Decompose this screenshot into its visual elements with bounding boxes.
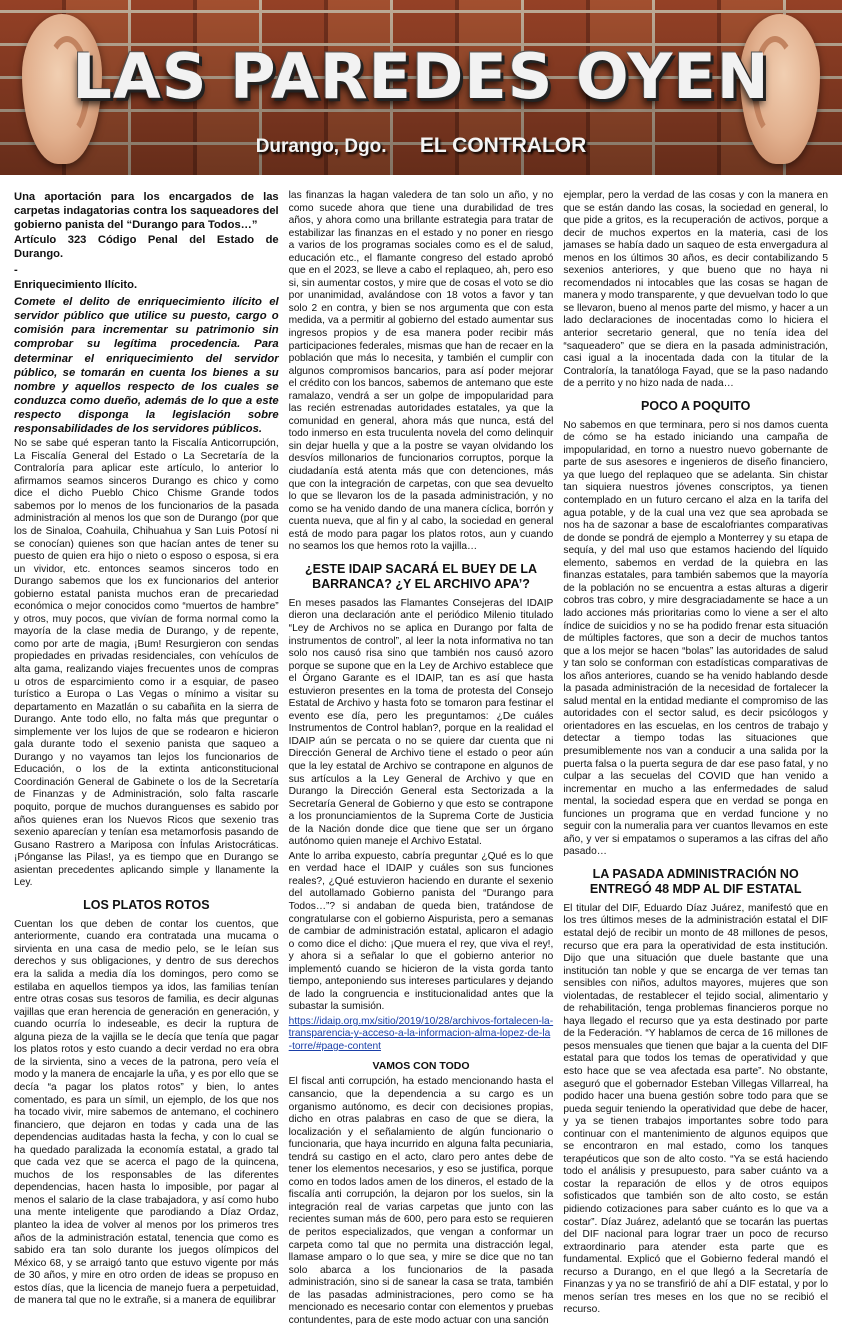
section-heading: LA PASADA ADMINISTRACIÓN NO ENTREGÓ 48 MDP AL DIF ESTATAL xyxy=(589,866,802,896)
paragraph: El fiscal anti corrupción, ha estado mencionando hasta el cansancio, que la dependencia a su cargo es un organismo autónomo, es decir con decisiones propias, dicho en otras palabras en caso de que se diera, la localización y el señalamiento de algún funcionario o funcionaria, que haya incurrido en alguna falta pecuniaria, tendrá su castigo en el acto, claro pero antes debe de tener los elementos necesarios, y eso se justifica, porque como en todos lados amen de los dineros, el estado de la fiscalía anti corrupción, la dejaron por los suelos, sin la integración real de varias carpetas que junto con las recientes suman más de 600, pero para esto se requieren de peritos especializados, que vengan a conformar un carpeta como tal que no permita una distracción legal, llamase amparo o lo que sea, y mire se dice que no tan solo abarca a los funcionarios de la pasada administración, sino si de sanear la casa se trata, también de las pasadas administraciones, pero como se ha mencionado es necesario contar con elementos y pruebas contundentes, para de este modo actuar con una sanción xyxy=(288,1076,554,1326)
law-dash: - xyxy=(14,263,18,276)
masthead-banner xyxy=(0,0,842,175)
paragraph: ejemplar, pero la verdad de las cosas y con la manera en que se están dando las cosas, la sociedad en general, lo que pide a gritos, es la recuperación de activos, porque a decir de muchos expertos en la materia, casi de los jamases se había dado un saqueo de esta envergadura al menos en los últimos 30 años, es decir contabilizando 5 sexenios anteriores, y que bueno que no haya ni recomendados ni intocables que las cosas se hagan de manera y modo transparente, y que devuelvan todo lo que se llevaron, bueno al menos parte del mismo, y hacer a un lado declaraciones de inocentadas como lo hiciera el anterior secretario general, que no tenía idea del “saqueadero” que se diera en la pasada administración, casi igual a la inocentada dada con la titular de la Contraloría, la tanatóloga Fayad, que se la paso nadando de a perrito y no hizo nada de nada… xyxy=(563,190,829,390)
section-heading: POCO A POQUITO xyxy=(641,398,751,413)
article-columns xyxy=(0,175,842,1326)
paragraph: El titular del DIF, Eduardo Díaz Juárez, manifestó que en los tres últimos meses de la administración estatal el DIF estatal dejó de recibir un monto de 48 millones de pesos, recurso que era para la operatividad de esta institución. Dijo que una situación que duele bastante que una institución tan noble y que se encarga de ver temas tan sensibles con niños, adultos mayores, mujeres que son violentadas, de restablecer el tejido social, alimentario y de rehabilitación, tenga problemas financieros porque no haya llegado el recurso que ya esta destinado por parte de la Federación. “Y hablamos de cerca de 16 millones de pesos mensuales que tienen que bajar a la cuenta del DIF estatal para que todos los temas de operatividad y que esto hace que se vea afectada esa parte”. No obstante, aseguró que el gobernador Esteban Villegas Villarreal, ha podido hacer una buena gestión sobre todo para que se pueda seguir teniendo la operatividad que debe de hacer, y ya se tienen trabajos importantes sobre todo para continuar con el mantenimiento de algunos equipos que se encontraron en mal estado, como los tanques terapéuticos que son de alto costo. “Ya se está haciendo todo el análisis y presupuesto, para saber cuánto va a costar la reparación de ellos y de otros equipos sofisticados que también son de alto costo, se están pidiendo cotizaciones para saber cuánto es lo que va a costar”. Díaz Juárez, adelantó que se tocarán las puertas del DIF nacional para lograr traer un poco de recurso extraordinario para atender esta parte que es fundamental. Explicó que el Gobierno federal mandó el recurso a Durango, en el que llegó a la Secretaría de Finanzas y ya no se transfirió de ahí a DIF estatal, y por lo menos serían tres meses en los que no se recibió el recurso. xyxy=(563,902,829,1316)
law-name: Enriquecimiento Ilícito. xyxy=(14,279,138,292)
paragraph: Ante lo arriba expuesto, cabría preguntar ¿Qué es lo que en verdad hace el IDAIP y cuáles son sus funciones reales?, ¿Qué estuvieron haciendo en durante el sexenio del autollamado Gobierno panista del “Durango para Todos…”? si andaban de queda bien, tratándose de congratularse con el gobierno Aispurista, pero a semanas de cambiar de administración estatal, aplicaron el adagio o como dice el dicho: ¡Que muera el rey, que viva el rey!, y ahora si a señalar lo que el gobierno anterior no implementó cuando se hicieron de la vista gorda tanto tiempo, anteponiendo sus intereses particulares y dejando de lado la congruencia e institucionalidad antes que la subastar la sumisión. xyxy=(288,850,554,1013)
section-heading: VAMOS CON TODO xyxy=(372,1059,470,1072)
paragraph: las finanzas la hagan valedera de tan solo un año, y no como sucede ahora que tiene una durabilidad de tres años, y ahora como una brillante estrategia para tratar de estabilizar las finanzas en el estado y no poner en riesgo a varios de los programas sociales como es el de salud, educación etc., el flamante congreso del estado aprobó que en el 2023, se lleve a cabo el replaqueo, ah, pero eso si, sin aumentar costos, y mire que de cosas el voto se dio por unanimidad, avalándose con 18 votos a favor y tan solo 2 en contra, y bien se nos argumenta que con esta medida, va a permitir al gobierno del estado aumentar sus ingresos propios y de esa manera poder recibir más participaciones federales, mismas que han de recaer en la población que más lo necesita, y también el cumplir con algunos compromisos bancarios, para así poder mejorar el crédito con los bancos, sabemos de antemano que este ramalazo, vendrá a ser un golpe de impopularidad para las recién estrenadas autoridades estatales, ya que la comunidad en general, ahora más que nunca, está del todo inmerso en esta truculenta novela del como delinquir sin dejar huella y que a la postre se vayan olvidando los desvíos millonarios de funcionarios corruptos, porque la ciudadanía está atenta más que con detenciones, más que con la integración de carpetas, con que sea devuelto lo que se llevaron los de la pasada administración, y no como se ha venido dando de una manera cíclica, borrón y cuenta nueva, que al fin y al cabo, la sociedad en general está de modo para pagar los platos rotos, aun y cuando no seamos los que hemos roto la vajilla… xyxy=(288,190,554,553)
section-heading: ¿ESTE IDAIP SACARÁ EL BUEY DE LA BARRANCA? ¿Y EL ARCHIVO APA’? xyxy=(305,561,537,591)
masthead-subtitle xyxy=(0,134,842,158)
column-3 xyxy=(563,190,829,1316)
column-2 xyxy=(288,190,554,1326)
masthead-title: LAS PAREDES OYEN xyxy=(72,40,770,113)
paragraph: No sabemos en que terminara, pero si nos damos cuenta de cómo se ha estado iniciando una campaña de impopularidad, en torno a nuestro nuevo gobernante de parte de sus asesores e ingenieros de diseño financiero, ya que luego del replaqueo que se adelanta. Sin chistar tan siquiera nuestros jóvenes conscriptos, ya tienen contemplado en un futuro cercano el alza en la tarifa del agua potable, y de la cual una vez que sea aprobada se nos ha de sazonar a base de escalofriantes comparativas de donde se pondrá de ejemplo a Monterrey y su etapa de sequía, y del mal uso que estamos haciendo del líquido elemento, sabemos en verdad de la quiebra en las finanzas estatales, para también sabemos que la mayoría de la población no se encuentra a estas alturas a digerir cobros tras cobro, y mire desgraciadamente se hace a un lado acciones más prioritarias como lo viene a ser el alto índice de suicidios y no se ha podido frenar esta situación de múltiples factores, que son a decir de muchos tantos que a los mejor se hacen “bolas” las autoridades de salud y tan solo se conforman con estadísticas comparativas de los años anteriores, cuando se ha venido hablando desde la pasada administración de la necesidad de fortalecer la salud mental en la entidad mediante el compromiso de las autoridades con el sector salud, es decir psicólogos y orientadores en las escuelas, en los centros de trabajo y detectar a tiempo todas las situaciones que presumiblemente nos van a conducir a una salida por la puerta falsa o la puerta segura de dar ese paso fatal, y no culpar a las secuelas del COVID que han venido a incrementar en mucho a las enfermedades de salud mental, la sociedad espera que en verdad se ponga en funciones un programa que en verdad funcione y no seguir con la numeralia para ver cuantos llevamos en este año, y ver si empatamos o superamos a las cifras del año pasado… xyxy=(563,419,829,858)
idaip-link[interactable]: https://idaip.org.mx/sitio/2019/10/28/archivos-fortalecen-la-transparencia-y-acceso-a-la-informacion-alma-lopez-de-la-torre/#page-content xyxy=(288,1015,554,1052)
intro-text: Una aportación para los encargados de las carpetas indagatorias contra los saqueadores del gobierno panista del “Durango para Todos…” xyxy=(14,191,279,231)
law-text: Comete el delito de enriquecimiento ilícito el servidor público que utilice su puesto, cargo o comisión para incrementar su patrimonio sin comprobar su legítima procedencia. Para determinar el enriquecimiento del servidor público, se tomarán en cuenta los bienes a su nombre y aquellos respecto de los cuales se conduzca como dueño, además de lo que a este respecto disponga la legislación sobre responsabilidades de los servidores públicos. xyxy=(14,296,279,436)
law-title: Artículo 323 Código Penal del Estado de Durango. xyxy=(14,234,279,260)
location-label: Durango, Dgo. xyxy=(255,136,387,157)
paragraph: No se sabe qué esperan tanto la Fiscalía Anticorrupción, La Fiscalía General del Estado o La Secretaría de la Contraloría para aplicar este artículo, lo anterior lo afirmamos seamos sinceros Durango es chico y como dice el dicho Pueblo Chico Chisme Grande todos sabemos por lo menos de los funcionarios de la pasada administración al menos los que son de Durango (por que los de Sinaloa, Coahuila, Chihuahua y San Luis Potosí ni se conocían) quienes son que hacían antes de tener su puesto de quien era hijo o nieto o esposo o esposa, si era un vividor, etc. entonces seamos sinceros todo en Durango sabemos que los ex funcionarios del anterior gobierno estatal panista muchos eran de precariedad económica o mejor conocidos como “muertos de hambre” y otros, muy pocos, que vivían de forma normal como la mayoría de la clase media de Durango, y de repente, como por arte de magia, ¡Bum! Resurgieron con sendas propiedades en privadas residenciales, con vehículos de alta gama, realizando viajes frecuentes unos de compras u otros de esparcimiento como ir a esquiar, de paseo turístico a Europa o Las Vegas o mínimo a visitar su departamento en Mazatlán o su cabañita en la sierra de Durango. Ante todo ello, no falta más que preguntar o simplemente ver los lujos de que se rodearon e hicieron gala durante todo el sexenio panista que saqueo a Durango y no vayamos tan lejos los funcionarios de Educación, o los de la extinta anticonstitucional Coordinación General de Gabinete o los de la Secretaría de Finanzas y de Administración, solo falta rascarle poquito, porque de muchos duranguenses es sabido por años quienes eran los Nuevos Ricos que sexenio tras sexenio aparecían y tenían esa metamorfosis pasando de Gusano Rastrero a Mariposa con Ínfulas Aristocráticas. ¡Pónganse las Pilas!, ya es tiempo que en Durango se asientan precedentes aplicando simple y llanamente la Ley. xyxy=(14,438,279,889)
section-label: EL CONTRALOR xyxy=(419,134,587,157)
section-heading: LOS PLATOS ROTOS xyxy=(83,897,210,912)
paragraph: En meses pasados las Flamantes Consejeras del IDAIP dieron una declaración ante el periódico Milenio titulado “Ley de Archivos no se aplica en Durango por falta de instrumentos de control”, al leer la nota informativa no tan solo nos causó risa sino que también nos causó azoro porque se supone que en la Ley de Archivo establece que el Órgano Garante es el IDAIP, tan es así que hasta estuvieron presentes en la toma de protesta del Consejo Estatal de Archivo y hasta foto se tomaron para festinar el evento ese día, pero les preguntamos: ¿De cuáles Instrumentos de Control hablan?, porque en la realidad el IDAIP aún se percata o no se quiere dar cuenta que ni Dirección General de Archivo tiene el estado o peor aún que la ley estatal de Archivo se contrapone en algunos de sus artículos a la Ley General de Archivo y que en Durango la Dirección General esta Sectorizada a la Secretaría General de Gobierno y que esto se contrapone a los pronunciamientos de la Suprema Corte de Justicia de la Nación donde dice que tiene que ser un órgano autónomo quien maneje el Archivo Estatal. xyxy=(288,597,554,848)
column-1 xyxy=(14,190,279,1307)
paragraph: Cuentan los que deben de contar los cuentos, que anteriormente, cuando era contratada una mucama o sirvienta en una casa de medio pelo, se le leían sus derechos y sus obligaciones, y dentro de sus derechos era la salida a media día los domingos, pero como se estilaba en aquellos tiempos ya idos, las familias tenían entre otras cosas sus tesoros de familia, es decir algunas vajillas que eran herencia de generación en generación, y cuando ocurría lo indeseable, es decir la ruptura de alguna pieza de la vajilla se le decía que tenía que pagar los platos rotos y esto cuando a decir verdad no era obra de la sirvienta, sino a veces de la patrona, pero veía el modo y la manera de encajarle la uña, y es por ello que se decía “a pagar los platos rotos” y bien, lo antes comentado, es para un símil, un ejemplo, de los que nos ha tocado vivir, mire sabemos de antemano, el cochinero financiero, que dejaron en todas y cada una de las dependencias auditadas hasta la fecha, y con lo cual se ha quedado paralizada la economía estatal, a grado tal que cada vez que se acerca el pago de la quincena, muchos de los responsables de las diferentes dependencias, hacen hasta lo imposible, por pagar al menos el salario de la clase trabajadora, y así como hubo una mente inteligente que parodiando a Díaz Ordaz, planteo la idea de volver al menos por los primeros tres años de la administración estatal, tenencia que como es sabido era tan solo durante los juegos olímpicos del México 68, y se arraigó tanto que estuvo vigente por más de 30 años, y mire en otro orden de ideas se propuso en estos días, que la licencia de manejo fuera a perpetuidad, de manera tal que no le extrañe, si a manera de equilibrar xyxy=(14,918,279,1307)
